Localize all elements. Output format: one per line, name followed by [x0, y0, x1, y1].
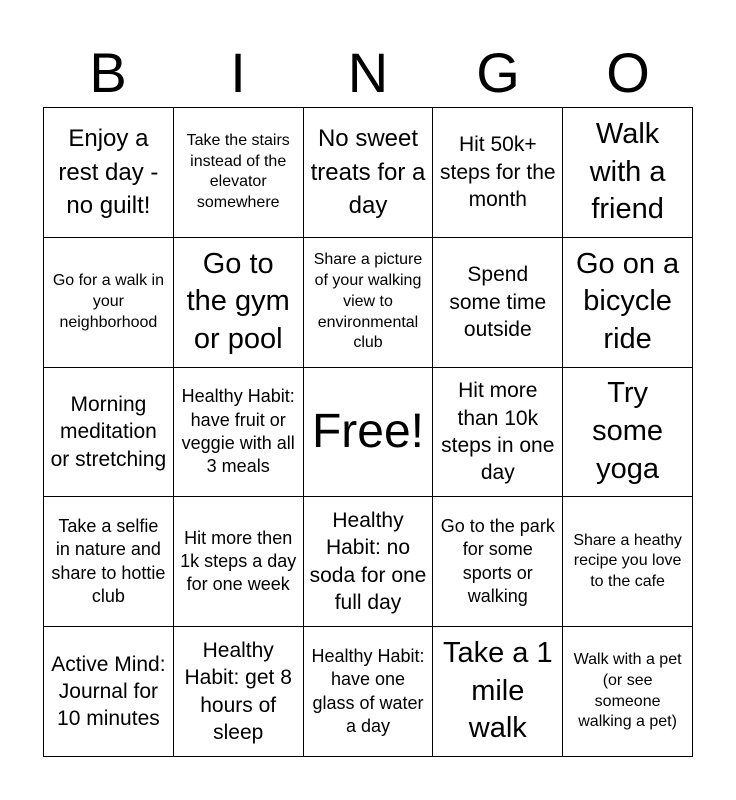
bingo-cell-r2c5[interactable]: Go on a bicycle ride	[563, 238, 693, 368]
bingo-cell-r3c2[interactable]: Healthy Habit: have fruit or veggie with all 3 meals	[174, 368, 304, 498]
bingo-cell-r1c1[interactable]: Enjoy a rest day - no guilt!	[44, 108, 174, 238]
bingo-cell-r1c4[interactable]: Hit 50k+ steps for the month	[433, 108, 563, 238]
bingo-cell-r2c3[interactable]: Share a picture of your walking view to environmental club	[304, 238, 434, 368]
header-letter-o: O	[606, 41, 650, 104]
bingo-cell-r1c3[interactable]: No sweet treats for a day	[304, 108, 434, 238]
header-letter-n: N	[347, 41, 389, 104]
bingo-cell-r3c5[interactable]: Try some yoga	[563, 368, 693, 498]
bingo-cell-r4c2[interactable]: Hit more then 1k steps a day for one week	[174, 497, 304, 627]
header-letter-g: G	[476, 41, 520, 104]
bingo-cell-r5c2[interactable]: Healthy Habit: get 8 hours of sleep	[174, 627, 304, 757]
bingo-cell-r5c3[interactable]: Healthy Habit: have one glass of water a day	[304, 627, 434, 757]
bingo-cell-r4c4[interactable]: Go to the park for some sports or walking	[433, 497, 563, 627]
bingo-cell-r4c1[interactable]: Take a selfie in nature and share to hottie club	[44, 497, 174, 627]
bingo-cell-r4c3[interactable]: Healthy Habit: no soda for one full day	[304, 497, 434, 627]
bingo-cell-free[interactable]: Free!	[304, 368, 434, 498]
bingo-cell-r3c4[interactable]: Hit more than 10k steps in one day	[433, 368, 563, 498]
bingo-cell-r2c4[interactable]: Spend some time outside	[433, 238, 563, 368]
bingo-cell-r4c5[interactable]: Share a heathy recipe you love to the cafe	[563, 497, 693, 627]
bingo-cell-r1c2[interactable]: Take the stairs instead of the elevator somewhere	[174, 108, 304, 238]
bingo-cell-r2c1[interactable]: Go for a walk in your neighborhood	[44, 238, 174, 368]
bingo-cell-r5c1[interactable]: Active Mind: Journal for 10 minutes	[44, 627, 174, 757]
bingo-cell-r2c2[interactable]: Go to the gym or pool	[174, 238, 304, 368]
bingo-cell-r5c4[interactable]: Take a 1 mile walk	[433, 627, 563, 757]
bingo-cell-r3c1[interactable]: Morning meditation or stretching	[44, 368, 174, 498]
bingo-header	[43, 38, 693, 108]
bingo-cell-r1c5[interactable]: Walk with a friend	[563, 108, 693, 238]
header-letter-b: B	[89, 41, 127, 104]
header-letter-i: I	[230, 41, 246, 104]
bingo-card	[43, 107, 693, 757]
bingo-cell-r5c5[interactable]: Walk with a pet (or see someone walking a pet)	[563, 627, 693, 757]
